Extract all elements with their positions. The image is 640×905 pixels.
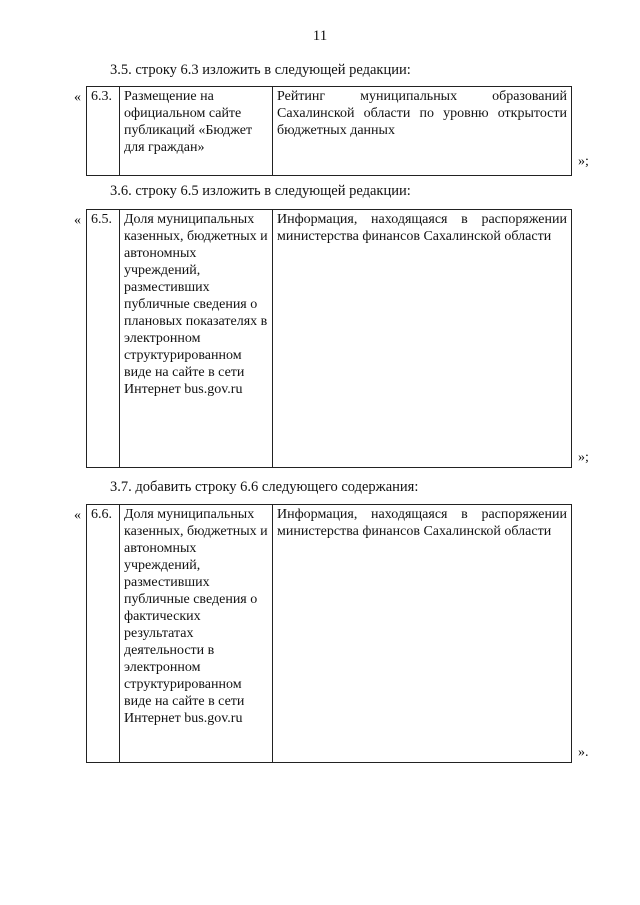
table-row-6-6 bbox=[86, 504, 572, 763]
table-row-6-3 bbox=[86, 86, 572, 176]
section-heading-3-7: 3.7. добавить строку 6.6 следующего содержания: bbox=[110, 479, 419, 495]
section-heading-3-6: 3.6. строку 6.5 изложить в следующей редакции: bbox=[110, 183, 411, 199]
open-quote: « bbox=[74, 508, 81, 523]
data-source: Информация, находящаяся в распоряжении министерства финансов Сахалинской области bbox=[273, 210, 572, 468]
close-quote: »; bbox=[578, 450, 589, 465]
section-heading-3-5: 3.5. строку 6.3 изложить в следующей редакции: bbox=[110, 62, 411, 78]
indicator-name: Размещение на официальном сайте публикаций «Бюджет для граждан» bbox=[120, 87, 273, 176]
row-number: 6.6. bbox=[87, 505, 120, 763]
data-source: Рейтинг муниципальных образований Сахалинской области по уровню открытости бюджетных данных bbox=[273, 87, 572, 176]
page-number: 11 bbox=[312, 28, 328, 44]
close-quote: »; bbox=[578, 154, 589, 169]
indicator-name: Доля муниципальных казенных, бюджетных и автономных учреждений, разместивших публичные сведения о фактических результатах деятельности в электронном структурированном виде на сайте в сети Интернет bus.gov.ru bbox=[120, 505, 273, 763]
data-source: Информация, находящаяся в распоряжении министерства финансов Сахалинской области bbox=[273, 505, 572, 763]
open-quote: « bbox=[74, 90, 81, 105]
indicator-name: Доля муниципальных казенных, бюджетных и автономных учреждений, разместивших публичные сведения о плановых показателях в электронном структурированном виде на сайте в сети Интернет bus.gov.ru bbox=[120, 210, 273, 468]
close-quote: ». bbox=[578, 745, 589, 760]
row-number: 6.3. bbox=[87, 87, 120, 176]
table-row-6-5 bbox=[86, 209, 572, 468]
row-number: 6.5. bbox=[87, 210, 120, 468]
open-quote: « bbox=[74, 213, 81, 228]
